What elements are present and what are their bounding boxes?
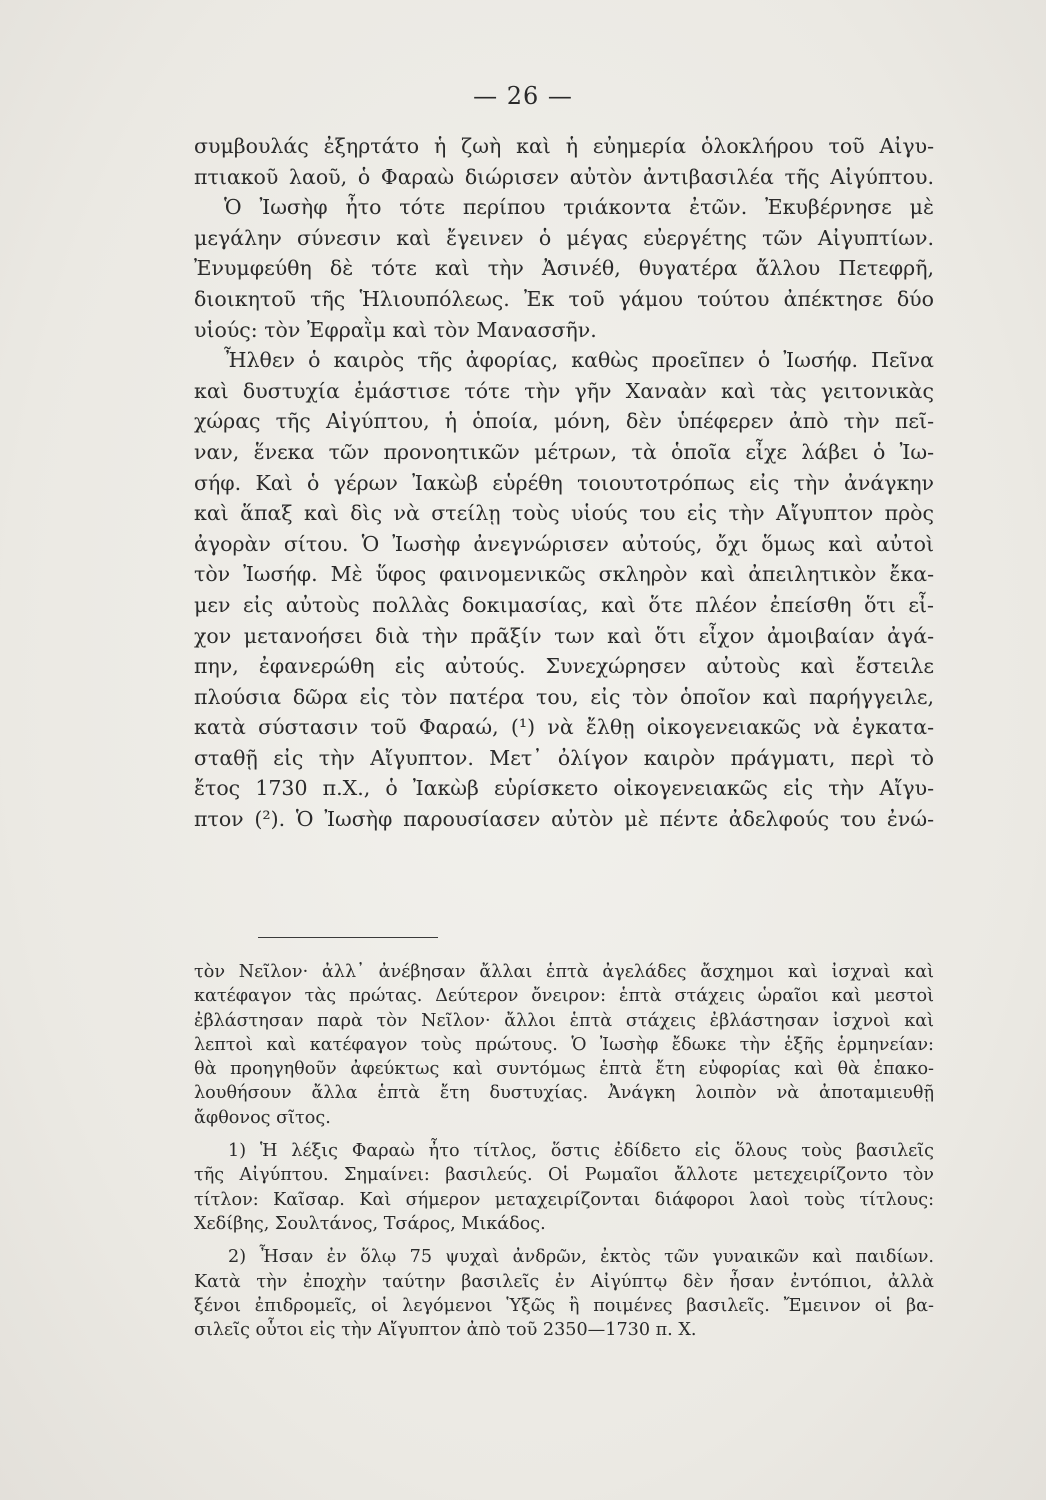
footnote-line: λουθήσουν ἄλλα ἑπτὰ ἔτη δυστυχίας. Ἀνάγκη λοιπὸν νὰ ἀποταμιευθῇ: [194, 1083, 934, 1104]
text-line: κατὰ σύστασιν τοῦ Φαραώ, (¹) νὰ ἔλθῃ οἰκογενειακῶς νὰ ἐγκατα-: [194, 715, 934, 740]
text-line: καὶ δυστυχία ἐμάστισε τότε τὴν γῆν Χαναὰν καὶ τὰς γειτονικὰς: [194, 378, 934, 403]
footnote-continuation: [194, 960, 934, 1130]
text-line: διοικητοῦ τῆς Ἡλιουπόλεως. Ἐκ τοῦ γάμου τούτου ἀπέκτησε δύο: [194, 286, 934, 311]
footnote-line: ἐβλάστησαν παρὰ τὸν Νεῖλον· ἄλλοι ἑπτὰ στάχεις ἐβλάστησαν ἰσχνοὶ καὶ: [194, 1010, 934, 1031]
footnote-line: τίτλον: Καῖσαρ. Καὶ σήμερον μεταχειρίζονται διάφοροι λαοὶ τοὺς τίτλους:: [194, 1189, 934, 1210]
footnote-line: ἄφθονος σῖτος.: [194, 1107, 331, 1128]
footnote-line: θὰ προηγηθοῦν ἀφεύκτως καὶ συντόμως ἑπτὰ ἔτη εὐφορίας καὶ θὰ ἐπακο-: [194, 1059, 934, 1080]
text-line: ἔτος 1730 π.Χ., ὁ Ἰακὼβ εὑρίσκετο οἰκογενειακῶς εἰς τὴν Αἴγυ-: [194, 776, 934, 801]
footnote-2: [194, 1245, 934, 1342]
footnote-line: κατέφαγον τὰς πρώτας. Δεύτερον ὄνειρον: ἑπτὰ στάχεις ὡραῖοι καὶ μεστοὶ: [194, 986, 934, 1007]
footnote-line: Κατὰ τὴν ἐποχὴν ταύτην βασιλεῖς ἐν Αἰγύπτῳ δὲν ἦσαν ἐντόπιοι, ἀλλὰ: [194, 1271, 934, 1292]
text-line: χώρας τῆς Αἰγύπτου, ἡ ὁποία, μόνη, δὲν ὑπέφερεν ἀπὸ τὴν πεῖ-: [194, 409, 934, 434]
text-line: χον μετανοήσει διὰ τὴν πρᾶξίν των καὶ ὅτι εἶχον ἀμοιβαίαν ἀγά-: [194, 623, 934, 648]
text-line: Ὁ Ἰωσὴφ ἦτο τότε περίπου τριάκοντα ἐτῶν. Ἐκυβέρνησε μὲ: [224, 195, 934, 220]
text-line: μεγάλην σύνεσιν καὶ ἔγεινεν ὁ μέγας εὐεργέτης τῶν Αἰγυπτίων.: [194, 225, 934, 250]
text-line: καὶ ἅπαξ καὶ δὶς νὰ στείλῃ τοὺς υἱούς του εἰς τὴν Αἴγυπτον πρὸς: [194, 501, 934, 526]
footnote-line: 2) Ἦσαν ἐν ὅλῳ 75 ψυχαὶ ἀνδρῶν, ἐκτὸς τῶν γυναικῶν καὶ παιδίων.: [228, 1247, 934, 1268]
footnote-line: τῆς Αἰγύπτου. Σημαίνει: βασιλεύς. Οἱ Ρωμαῖοι ἄλλοτε μετεχειρίζοντο τὸν: [194, 1165, 934, 1186]
footnotes: [194, 960, 934, 1342]
text-line: σήφ. Καὶ ὁ γέρων Ἰακὼβ εὑρέθη τοιουτοτρόπως εἰς τὴν ἀνάγκην: [194, 470, 934, 495]
text-line: σταθῇ εἰς τὴν Αἴγυπτον. Μετ᾽ ὀλίγον καιρὸν πράγματι, περὶ τὸ: [194, 745, 934, 770]
text-line: Ἦλθεν ὁ καιρὸς τῆς ἀφορίας, καθὼς προεῖπεν ὁ Ἰωσήφ. Πεῖνα: [224, 348, 934, 373]
footnote-line: ξένοι ἐπιδρομεῖς, οἱ λεγόμενοι Ὑξῶς ἢ ποιμένες βασιλεῖς. Ἔμεινον οἱ βα-: [194, 1295, 934, 1316]
text-line: συμβουλάς ἐξηρτάτο ἡ ζωὴ καὶ ἡ εὐημερία ὁλοκλήρου τοῦ Αἰγυ-: [194, 134, 934, 158]
footnote-line: λεπτοὶ καὶ κατέφαγον τοὺς πρώτους. Ὁ Ἰωσὴφ ἔδωκε τὴν ἑξῆς ἑρμηνείαν:: [194, 1034, 934, 1055]
text-line: τὸν Ἰωσήφ. Μὲ ὕφος φαινομενικῶς σκληρὸν καὶ ἀπειλητικὸν ἔκα-: [194, 562, 934, 587]
footnote-line: Χεδίβης, Σουλτάνος, Τσάρος, Μικάδος.: [194, 1213, 546, 1234]
text-line: υἱούς: τὸν Ἐφραῒμ καὶ τὸν Μανασσῆν.: [194, 317, 597, 342]
footnote-line: 1) Ἡ λέξις Φαραὼ ἦτο τίτλος, ὅστις ἐδίδετο εἰς ὅλους τοὺς βασιλεῖς: [228, 1141, 934, 1162]
footnote-1: [194, 1139, 934, 1236]
footnote-line: σιλεῖς οὗτοι εἰς τὴν Αἴγυπτον ἀπὸ τοῦ 2350—1730 π. Χ.: [194, 1320, 697, 1341]
text-line: πλούσια δῶρα εἰς τὸν πατέρα του, εἰς τὸν ὁποῖον καὶ παρήγγειλε,: [194, 684, 934, 709]
footnote-line: τὸν Νεῖλον· ἀλλ᾽ ἀνέβησαν ἄλλαι ἑπτὰ ἀγελάδες ἄσχημοι καὶ ἰσχναὶ καὶ: [194, 962, 934, 982]
text-line: Ἐνυμφεύθη δὲ τότε καὶ τὴν Ἀσινέθ, θυγατέρα ἄλλου Πετεφρῆ,: [194, 256, 934, 281]
page-number: — 26 —: [473, 82, 573, 110]
text-line: ναν, ἕνεκα τῶν προνοητικῶν μέτρων, τὰ ὁποῖα εἶχε λάβει ὁ Ἰω-: [194, 439, 934, 464]
footnote-separator: [258, 937, 438, 938]
text-line: πην, ἐφανερώθη εἰς αὐτούς. Συνεχώρησεν αὐτοὺς καὶ ἔστειλε: [194, 654, 934, 679]
text-line: πτον (²). Ὁ Ἰωσὴφ παρουσίασεν αὐτὸν μὲ πέντε ἀδελφούς του ἐνώ-: [194, 807, 934, 832]
main-text: [194, 131, 934, 835]
text-line: μεν εἰς αὐτοὺς πολλὰς δοκιμασίας, καὶ ὅτε πλέον ἐπείσθη ὅτι εἶ-: [194, 592, 934, 617]
text-line: ἀγορὰν σίτου. Ὁ Ἰωσὴφ ἀνεγνώρισεν αὐτούς, ὄχι ὅμως καὶ αὐτοὶ: [194, 531, 934, 556]
text-line: πτιακοῦ λαοῦ, ὁ Φαραὼ διώρισεν αὐτὸν ἀντιβασιλέα τῆς Αἰγύπτου.: [194, 164, 934, 189]
